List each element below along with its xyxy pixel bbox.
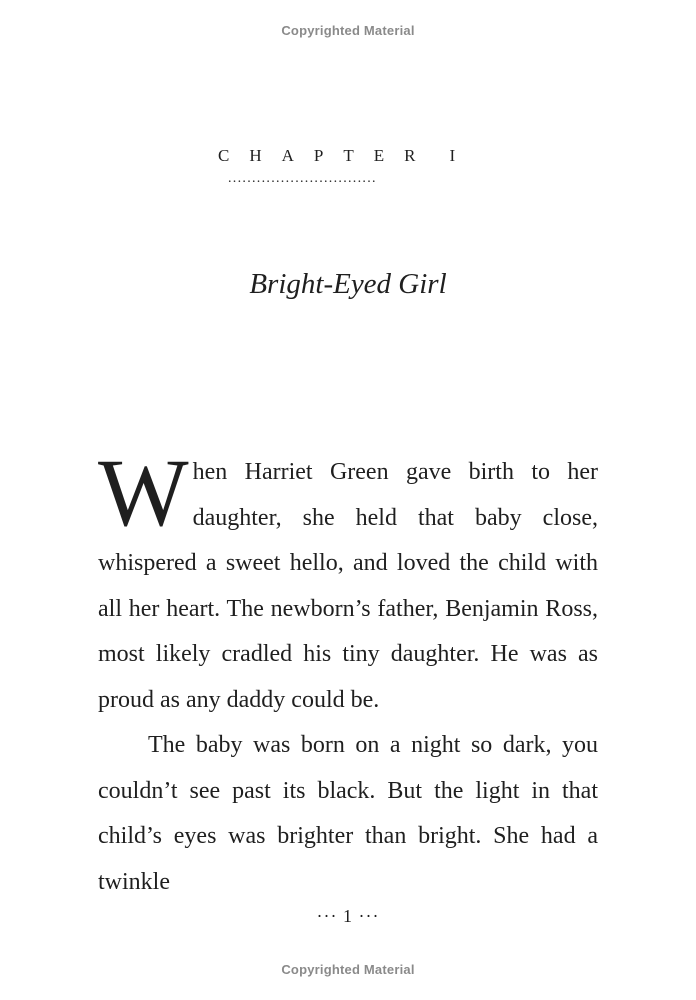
dotted-rule: ............................... — [228, 172, 377, 186]
paragraph-2: The baby was born on a night so dark, you couldn’t see past its black. But the light in that child’s eyes was brighter than bright. She had a twinkle — [98, 732, 598, 895]
body-text — [98, 439, 598, 905]
paragraph-1 — [98, 439, 598, 723]
chapter-number: I — [449, 146, 476, 165]
page-number: ··· 1 ··· — [316, 906, 380, 926]
chapter-title: Bright-Eyed Girl — [249, 268, 447, 300]
drop-cap: W — [98, 439, 187, 546]
copyright-notice-bottom: Copyrighted Material — [281, 962, 415, 977]
chapter-heading — [218, 146, 475, 166]
paragraph-1-text: hen Harriet Green gave birth to her daughter, she held that baby close, whispered a sweet hello, and loved the child with all her heart. The newborn’s father, Benjamin Ross, most likely cradled his tiny daughter. He was as proud as any daddy could be. — [98, 459, 598, 713]
copyright-notice-top: Copyrighted Material — [281, 23, 415, 38]
chapter-label: CHAPTER — [218, 146, 436, 165]
